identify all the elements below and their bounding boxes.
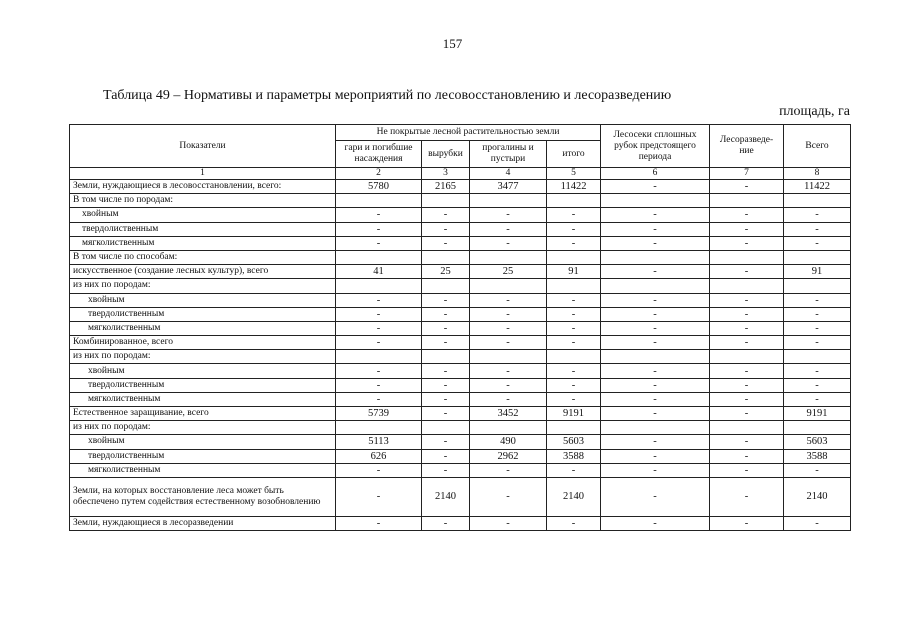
reforestation-table [69, 124, 851, 531]
header-total: Всего [784, 125, 851, 168]
table-cell: 5113 [336, 435, 422, 449]
table-cell: - [470, 516, 547, 530]
table-cell: - [601, 407, 710, 421]
table-cell [784, 350, 851, 364]
table-title: Таблица 49 – Нормативы и параметры мероприятий по лесовосстановлению и лесоразведению [103, 88, 672, 103]
table-cell: - [336, 463, 422, 477]
table-cell [710, 279, 784, 293]
table-cell: 25 [422, 265, 470, 279]
table-cell [470, 279, 547, 293]
column-number: 2 [336, 168, 422, 180]
table-cell: 2165 [422, 180, 470, 194]
table-cell: - [470, 463, 547, 477]
table-cell: - [601, 336, 710, 350]
table-row [70, 208, 851, 222]
column-number: 5 [547, 168, 601, 180]
row-label: хвойным [70, 293, 336, 307]
table-cell: 3588 [547, 449, 601, 463]
table-row [70, 516, 851, 530]
table-cell: - [601, 180, 710, 194]
table-row [70, 392, 851, 406]
table-cell: - [422, 378, 470, 392]
table-cell: 5603 [784, 435, 851, 449]
table-row [70, 222, 851, 236]
table-row [70, 279, 851, 293]
table-cell: - [601, 364, 710, 378]
table-row [70, 336, 851, 350]
table-row [70, 250, 851, 264]
table-cell: 2140 [547, 477, 601, 516]
row-label: мягколиственным [70, 463, 336, 477]
table-cell: - [710, 307, 784, 321]
row-label: твердолиственным [70, 222, 336, 236]
row-label: Земли, нуждающиеся в лесовосстановлении, всего: [70, 180, 336, 194]
table-cell: 11422 [547, 180, 601, 194]
column-numbers-row [70, 168, 851, 180]
table-cell [336, 421, 422, 435]
table-cell: - [784, 307, 851, 321]
table-cell: - [784, 236, 851, 250]
table-row [70, 435, 851, 449]
table-cell [470, 350, 547, 364]
row-label: из них по породам: [70, 279, 336, 293]
table-cell: - [710, 293, 784, 307]
table-cell: - [601, 435, 710, 449]
table-cell: - [601, 321, 710, 335]
table-cell [601, 194, 710, 208]
table-cell [784, 250, 851, 264]
table-cell: - [422, 208, 470, 222]
table-cell: 9191 [784, 407, 851, 421]
table-cell: - [470, 477, 547, 516]
table-cell [422, 421, 470, 435]
table-cell: - [336, 321, 422, 335]
table-cell: 5780 [336, 180, 422, 194]
table-cell: - [601, 516, 710, 530]
table-cell [547, 194, 601, 208]
table-cell: 3452 [470, 407, 547, 421]
table-cell: - [422, 463, 470, 477]
table-cell: - [422, 392, 470, 406]
header-glades: прогалины и пустыри [470, 141, 547, 168]
table-cell: 626 [336, 449, 422, 463]
table-cell: 5603 [547, 435, 601, 449]
table-cell: - [470, 222, 547, 236]
table-row [70, 477, 851, 516]
table-cell: - [710, 378, 784, 392]
column-number: 3 [422, 168, 470, 180]
table-cell [710, 250, 784, 264]
table-cell: 25 [470, 265, 547, 279]
table-cell: 2140 [422, 477, 470, 516]
row-label: мягколиственным [70, 392, 336, 406]
header-burned: гари и погибшие насаждения [336, 141, 422, 168]
table-cell: - [784, 293, 851, 307]
table-cell: - [422, 293, 470, 307]
table-cell: - [710, 516, 784, 530]
table-row [70, 364, 851, 378]
table-cell [547, 250, 601, 264]
table-body [70, 180, 851, 531]
table-cell: 9191 [547, 407, 601, 421]
table-cell [547, 350, 601, 364]
column-number: 4 [470, 168, 547, 180]
table-cell: 3588 [784, 449, 851, 463]
table-cell: 5739 [336, 407, 422, 421]
table-cell [336, 279, 422, 293]
table-cell [784, 194, 851, 208]
table-cell [336, 250, 422, 264]
table-cell: - [470, 336, 547, 350]
table-cell: - [601, 463, 710, 477]
row-label: хвойным [70, 208, 336, 222]
table-cell: - [547, 336, 601, 350]
table-header [70, 125, 851, 180]
table-cell: - [547, 516, 601, 530]
table-cell: - [470, 293, 547, 307]
row-label: твердолиственным [70, 307, 336, 321]
table-cell: - [601, 265, 710, 279]
table-cell: - [336, 293, 422, 307]
row-label: искусственное (создание лесных культур), всего [70, 265, 336, 279]
table-cell: - [601, 293, 710, 307]
table-cell: - [336, 364, 422, 378]
table-cell: - [470, 208, 547, 222]
table-cell: - [336, 392, 422, 406]
row-label: твердолиственным [70, 449, 336, 463]
header-indicators: Показатели [70, 125, 336, 168]
table-cell: - [710, 407, 784, 421]
table-cell: 41 [336, 265, 422, 279]
row-label: из них по породам: [70, 350, 336, 364]
table-row [70, 265, 851, 279]
table-row [70, 350, 851, 364]
table-cell [784, 421, 851, 435]
column-number: 6 [601, 168, 710, 180]
table-cell [601, 421, 710, 435]
table-cell: - [547, 236, 601, 250]
table-cell: - [470, 364, 547, 378]
table-cell: - [547, 321, 601, 335]
table-cell: - [710, 236, 784, 250]
table-cell [470, 250, 547, 264]
row-label: хвойным [70, 435, 336, 449]
table-cell: - [784, 208, 851, 222]
row-label: Земли, на которых восстановление леса может быть обеспечено путем содействия естественному возобновлению [70, 477, 336, 516]
column-number: 8 [784, 168, 851, 180]
table-cell [422, 350, 470, 364]
table-cell: - [336, 378, 422, 392]
table-row [70, 180, 851, 194]
table-cell [336, 350, 422, 364]
table-cell: - [601, 307, 710, 321]
table-cell: - [422, 307, 470, 321]
table-cell [470, 421, 547, 435]
table-cell: - [547, 378, 601, 392]
table-cell: 3477 [470, 180, 547, 194]
table-cell: 91 [784, 265, 851, 279]
table-cell: - [547, 307, 601, 321]
table-cell: - [470, 392, 547, 406]
table-row [70, 378, 851, 392]
row-label: мягколиственным [70, 236, 336, 250]
table-cell: - [601, 236, 710, 250]
table-cell: - [710, 222, 784, 236]
table-cell [547, 279, 601, 293]
table-cell: - [422, 321, 470, 335]
table-cell [710, 421, 784, 435]
table-cell [601, 250, 710, 264]
table-cell: - [547, 392, 601, 406]
table-row [70, 194, 851, 208]
table-cell: - [422, 435, 470, 449]
row-label: Комбинированное, всего [70, 336, 336, 350]
header-not-covered: Не покрытые лесной растительностью земли [336, 125, 601, 141]
table-row [70, 463, 851, 477]
table-cell [547, 421, 601, 435]
column-number: 1 [70, 168, 336, 180]
table-cell: - [336, 516, 422, 530]
table-cell: - [710, 477, 784, 516]
table-cell: - [710, 208, 784, 222]
header-afforestation: Лесоразведе-ние [710, 125, 784, 168]
table-cell: - [710, 180, 784, 194]
column-number: 7 [710, 168, 784, 180]
table-cell: - [784, 378, 851, 392]
row-label: хвойным [70, 364, 336, 378]
row-label: из них по породам: [70, 421, 336, 435]
header-clear-cut: Лесосеки сплошных рубок предстоящего периода [601, 125, 710, 168]
table-cell: - [336, 477, 422, 516]
table-cell: - [601, 392, 710, 406]
table-cell: - [422, 336, 470, 350]
table-cell: - [422, 407, 470, 421]
units-label: площадь, га [779, 104, 850, 119]
table-cell: - [336, 236, 422, 250]
table-cell: - [470, 307, 547, 321]
table-cell: - [336, 307, 422, 321]
table-row [70, 321, 851, 335]
header-cuttings: вырубки [422, 141, 470, 168]
table-cell: - [784, 463, 851, 477]
table-cell: - [710, 463, 784, 477]
table-row [70, 293, 851, 307]
table-cell: - [470, 236, 547, 250]
table-cell: - [784, 392, 851, 406]
row-label: В том числе по способам: [70, 250, 336, 264]
table-cell: - [470, 321, 547, 335]
table-cell: - [422, 449, 470, 463]
table-cell: - [547, 293, 601, 307]
row-label: Земли, нуждающиеся в лесоразведении [70, 516, 336, 530]
table-cell: - [710, 336, 784, 350]
table-cell [422, 194, 470, 208]
header-subtotal: итого [547, 141, 601, 168]
table-cell: - [336, 222, 422, 236]
table-row [70, 407, 851, 421]
table-cell: - [710, 321, 784, 335]
table-cell: - [336, 336, 422, 350]
table-cell: 2962 [470, 449, 547, 463]
row-label: мягколиственным [70, 321, 336, 335]
table-cell: - [710, 449, 784, 463]
table-cell: - [601, 208, 710, 222]
table-cell: - [601, 449, 710, 463]
table-cell: - [336, 208, 422, 222]
row-label: В том числе по породам: [70, 194, 336, 208]
table-cell: 11422 [784, 180, 851, 194]
table-cell: - [710, 265, 784, 279]
table-cell: - [547, 364, 601, 378]
table-cell: 490 [470, 435, 547, 449]
table-cell: - [601, 222, 710, 236]
table-cell: - [422, 364, 470, 378]
table-cell: 2140 [784, 477, 851, 516]
table-cell: - [784, 321, 851, 335]
table-cell: - [784, 516, 851, 530]
page-number: 157 [442, 36, 463, 51]
table-cell: - [470, 378, 547, 392]
table-row [70, 236, 851, 250]
table-row [70, 307, 851, 321]
table-cell: - [422, 236, 470, 250]
table-cell [470, 194, 547, 208]
table-cell [710, 350, 784, 364]
table-cell: - [784, 222, 851, 236]
row-label: Естественное заращивание, всего [70, 407, 336, 421]
table-cell: - [601, 477, 710, 516]
table-cell [784, 279, 851, 293]
table-cell: - [601, 378, 710, 392]
table-cell [601, 279, 710, 293]
table-cell [601, 350, 710, 364]
table-cell: - [422, 516, 470, 530]
table-cell [710, 194, 784, 208]
table-cell: - [547, 222, 601, 236]
table-cell [422, 279, 470, 293]
table-cell: - [547, 463, 601, 477]
table-cell: 91 [547, 265, 601, 279]
table-row [70, 449, 851, 463]
table-cell: - [710, 364, 784, 378]
table-cell: - [422, 222, 470, 236]
table-cell: - [710, 392, 784, 406]
table-cell [422, 250, 470, 264]
table-cell: - [784, 364, 851, 378]
table-cell: - [547, 208, 601, 222]
table-cell: - [710, 435, 784, 449]
table-row [70, 421, 851, 435]
table-cell: - [784, 336, 851, 350]
row-label: твердолиственным [70, 378, 336, 392]
table-cell [336, 194, 422, 208]
